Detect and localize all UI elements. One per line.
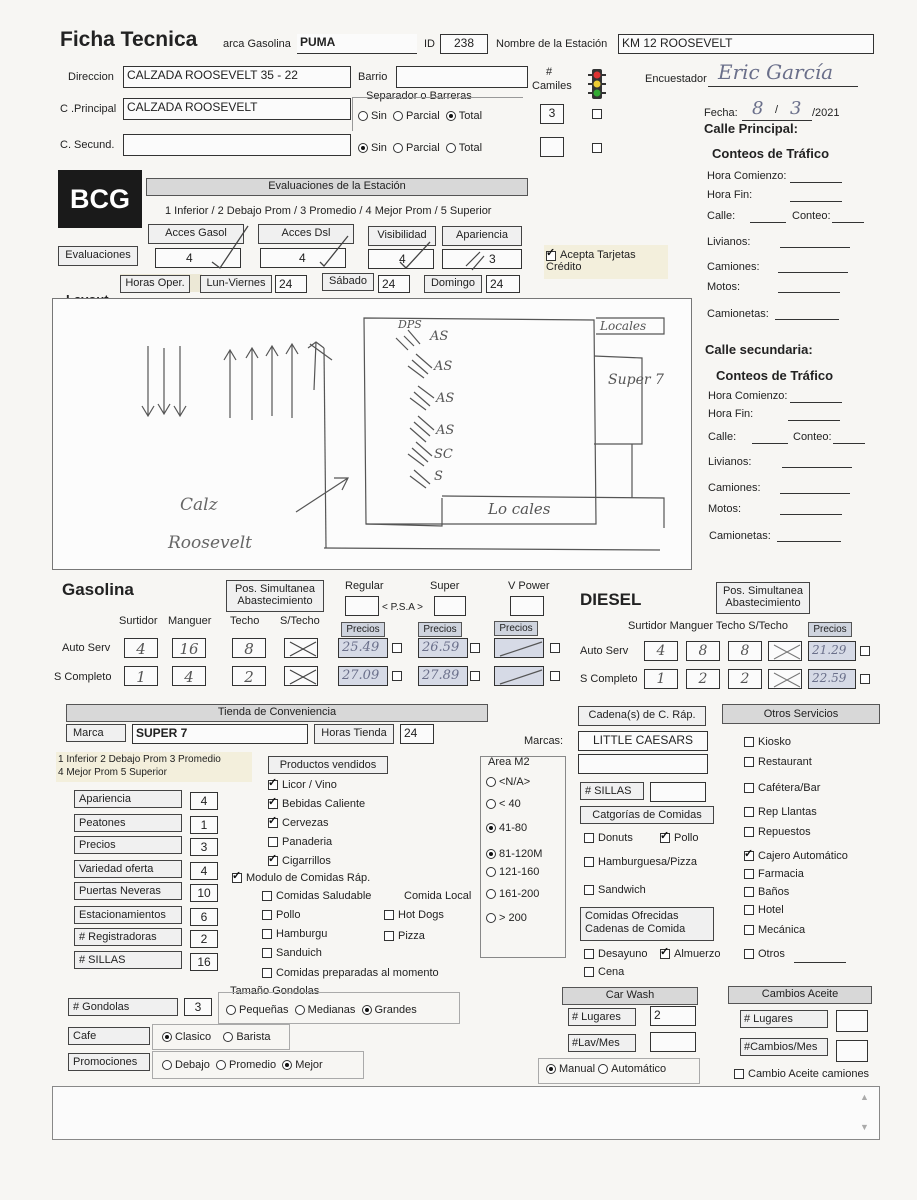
rating-label: Precios [74, 836, 182, 854]
conteos-secundaria-heading: Conteos de Tráfico [716, 368, 834, 383]
ts-hora-comienzo: Hora Comienzo: [708, 390, 788, 402]
otros-item[interactable]: Otros [744, 948, 785, 960]
gas-auto-manguer[interactable]: 16 [172, 638, 206, 658]
pollo-cat-check[interactable]: ✓ Pollo [660, 832, 698, 844]
eval-apariencia[interactable]: 3 [442, 249, 522, 269]
rating-label: # SILLAS [74, 951, 182, 969]
pump-label: S [434, 469, 443, 484]
otros-item[interactable]: Baños [744, 886, 789, 898]
marca-field[interactable]: PUMA [297, 34, 417, 54]
producto-item[interactable] [268, 855, 331, 867]
comidas-ofrecidas: Comidas Ofrecidas Cadenas de Comida [580, 907, 714, 941]
gas-comp-price-regular[interactable]: 27.09 [338, 666, 388, 686]
cafe-label: Cafe [68, 1027, 150, 1045]
tamano-options[interactable]: Pequeñas Medianas Grandes [226, 1004, 417, 1016]
tp-hora-comienzo: Hora Comienzo: [707, 170, 787, 182]
psa-label: < P.S.A > [382, 602, 423, 613]
cadena-sillas-field[interactable] [650, 782, 706, 802]
producto-checkbox[interactable] [268, 799, 278, 809]
diesel-auto-surtidor[interactable]: 4 [644, 641, 678, 661]
tienda-marca-field[interactable]: SUPER 7 [132, 724, 308, 744]
cadena-field-2[interactable] [578, 754, 708, 774]
carwash-type[interactable]: Manual Automático [546, 1063, 666, 1075]
gas-vpower-label: V Power [508, 580, 550, 592]
domingo-field[interactable]: 24 [486, 275, 520, 293]
col-visibilidad: Visibilidad [368, 226, 436, 246]
eval-acces-gasol[interactable]: 4 [155, 248, 241, 268]
cambios-mes-label: #Cambios/Mes [740, 1038, 828, 1056]
gas-super-label: Super [430, 580, 460, 592]
desayuno-check[interactable]: Desayuno [584, 948, 648, 960]
tienda-scale-1: 1 Inferior 2 Debajo Prom 3 Promedio [58, 754, 221, 765]
evaluaciones-scale: 1 Inferior / 2 Debajo Prom / 3 Promedio / 4 Mejor Prom / 5 Superior [165, 205, 492, 217]
rating-label: Apariencia [74, 790, 182, 808]
rating-label: Variedad oferta [74, 860, 182, 878]
direccion-label: Direccion [68, 71, 114, 83]
camiles-field-2[interactable] [540, 137, 564, 157]
acepta-tarjetas[interactable]: ✓ Acepta Tarjetas Crédito [546, 249, 656, 273]
sanduich-check[interactable]: Sanduich [262, 947, 322, 959]
tienda-marca-label: Marca [66, 724, 126, 742]
scroll-up-icon[interactable]: ▲ [860, 1092, 869, 1102]
fecha-year: /2021 [812, 107, 840, 119]
page-title: Ficha Tecnica [60, 28, 198, 51]
otros-item[interactable]: Hotel [744, 904, 784, 916]
diesel-title: DIESEL [580, 590, 642, 609]
gas-comp-price-super[interactable]: 27.89 [418, 666, 468, 686]
diesel-pos-simultanea: Pos. Simultanea Abastecimiento [716, 582, 810, 614]
camiles-check-1[interactable] [592, 106, 606, 120]
svg-text:DPS: DPS [398, 318, 422, 331]
marca-label: arca Gasolina [223, 38, 291, 50]
col-acces-gasol: Acces Gasol [148, 224, 244, 244]
carwash-header: Car Wash [562, 987, 698, 1005]
barrio-label: Barrio [358, 71, 388, 83]
id-field[interactable]: 238 [440, 34, 488, 54]
ts-calle: Calle: [708, 431, 737, 443]
producto-checkbox[interactable] [268, 818, 278, 828]
rating-label: Puertas Neveras [74, 882, 182, 900]
cprincipal-label: C .Principal [60, 103, 117, 115]
evaluaciones-header: Evaluaciones de la Estación [146, 178, 528, 196]
otros-item[interactable]: Mecánica [744, 924, 805, 936]
gas-col-manguer: Manguer [168, 615, 212, 627]
gas-precios-super: Precios [418, 622, 462, 637]
sketch-roosevelt: Roosevelt [168, 533, 252, 553]
gas-comp-check-vpower[interactable] [550, 671, 560, 681]
gas-auto-check-super[interactable] [470, 643, 480, 653]
ts-conteo: Conteo: [793, 431, 832, 443]
producto-checkbox[interactable] [268, 780, 278, 790]
separador-label: Separador o Barreras [366, 90, 472, 102]
sandwich-check[interactable]: Sandwich [584, 884, 646, 896]
producto-checkbox[interactable] [268, 856, 278, 866]
rating-value[interactable]: 6 [190, 908, 218, 926]
hot-dogs-check[interactable]: Hot Dogs [384, 909, 444, 921]
sketch-locales-top: Locales [600, 319, 647, 333]
rating-value[interactable]: 1 [190, 816, 218, 834]
gas-comp-surtidor[interactable]: 1 [124, 666, 158, 686]
gas-pos-simultanea: Pos. Simultanea Abastecimiento [226, 580, 324, 612]
producto-label: Licor / Vino [282, 779, 337, 791]
tienda-scale-2: 4 Mejor Prom 5 Superior [58, 767, 167, 778]
camiles-hash: # [546, 66, 553, 78]
producto-checkbox[interactable] [268, 837, 278, 847]
domingo-label: Domingo [424, 275, 482, 293]
ts-livianos: Livianos: [708, 456, 752, 468]
rating-value[interactable]: 4 [190, 792, 218, 810]
estacion-field[interactable]: KM 12 ROOSEVELT [618, 34, 874, 54]
comida-local-label: Comida Local [404, 890, 472, 902]
carwash-lugares-field[interactable]: 2 [650, 1006, 696, 1026]
diesel-col-headers: Surtidor Manguer Techo S/Techo [628, 620, 788, 632]
productos-header: Productos vendidos [268, 756, 388, 774]
diesel-auto-techo[interactable]: 8 [728, 641, 762, 661]
diesel-comp-manguer[interactable]: 2 [686, 669, 720, 689]
gas-regular-label: Regular [345, 580, 384, 592]
regular-psa[interactable] [345, 596, 379, 616]
otros-item[interactable]: ✓Cajero Automático [744, 850, 848, 862]
gas-comp-techo[interactable]: 2 [232, 666, 266, 686]
csecund-label: C. Secund. [60, 139, 115, 151]
gas-col-surtidor: Surtidor [119, 615, 158, 627]
layout-sketch [52, 298, 690, 568]
eval-acces-dsl[interactable]: 4 [260, 248, 346, 268]
sketch-super: Super 7 [608, 372, 664, 388]
horas-tienda-label: Horas Tienda [314, 724, 394, 744]
gas-auto-price-super[interactable]: 26.59 [418, 638, 468, 658]
separador-radios-1[interactable]: Sin Parcial Total [358, 110, 482, 122]
tp-motos: Motos: [707, 281, 741, 293]
producto-label: Panaderia [282, 836, 333, 848]
col-acces-dsl: Acces Dsl [258, 224, 354, 244]
cadena-sillas-label: # SILLAS [580, 782, 644, 800]
traffic-light-icon [586, 68, 608, 100]
csecund-field[interactable] [123, 134, 351, 156]
tienda-header: Tienda de Conveniencia [66, 704, 488, 722]
rating-label: Estacionamientos [74, 906, 182, 924]
comidas-preparadas-check[interactable]: Comidas preparadas al momento [262, 967, 439, 979]
diesel-auto-manguer[interactable]: 8 [686, 641, 720, 661]
id-label: ID [424, 38, 435, 50]
producto-item[interactable] [268, 836, 332, 848]
sabado-label: Sábado [322, 273, 374, 291]
barrio-field[interactable] [396, 66, 528, 88]
ts-motos: Motos: [708, 503, 742, 515]
gas-comp-check-regular[interactable] [392, 671, 402, 681]
camiles-check-2[interactable] [592, 140, 606, 154]
cafe-options[interactable]: Clasico Barista [162, 1031, 271, 1043]
fecha-label: Fecha: [704, 107, 738, 119]
cena-check[interactable]: Cena [584, 966, 624, 978]
otros-header: Otros Servicios [722, 704, 880, 724]
hamburguesa-check[interactable]: Hamburguesa/Pizza [584, 856, 697, 868]
tp-hora-fin: Hora Fin: [707, 189, 753, 201]
diesel-comp-stecho[interactable] [768, 669, 802, 689]
gas-auto-check-regular[interactable] [392, 643, 402, 653]
diesel-comp-surtidor[interactable]: 1 [644, 669, 678, 689]
rating-value[interactable]: 16 [190, 953, 218, 971]
conteos-principal-heading: Conteos de Tráfico [712, 146, 830, 161]
otros-item[interactable]: Farmacia [744, 868, 804, 880]
marcas-label: Marcas: [524, 735, 564, 747]
gas-s-completo-label: S Completo [54, 671, 112, 683]
sabado-field[interactable]: 24 [378, 275, 410, 293]
sketch-calz: Calz [180, 495, 218, 515]
scroll-down-icon[interactable]: ▼ [860, 1122, 869, 1132]
area-option[interactable]: 41-80 [486, 822, 527, 834]
area-option[interactable]: < 40 [486, 798, 521, 810]
pizza-check[interactable]: Pizza [384, 930, 425, 942]
fecha-month[interactable]: 3 [790, 98, 802, 119]
cambios-lugares-label: # Lugares [740, 1010, 828, 1028]
area-option[interactable]: <N/A> [486, 776, 530, 788]
area-option[interactable]: 161-200 [486, 888, 539, 900]
camiles-label: Camiles [532, 80, 572, 92]
gas-auto-check-vpower[interactable] [550, 643, 560, 653]
diesel-precios: Precios [808, 622, 852, 637]
gas-auto-techo[interactable]: 8 [232, 638, 266, 658]
gas-comp-price-vpower[interactable] [494, 666, 544, 686]
fecha-day[interactable]: 8 [752, 98, 764, 119]
gas-col-stecho: S/Techo [280, 615, 320, 627]
area-option[interactable]: 121-160 [486, 866, 539, 878]
cambios-header: Cambios Aceite [728, 986, 872, 1004]
horas-oper-label: Horas Oper. [120, 275, 190, 293]
diesel-comp-check[interactable] [860, 674, 870, 684]
promo-label: Promociones [68, 1053, 150, 1071]
diesel-auto-check[interactable] [860, 646, 870, 656]
pollo-check[interactable]: Pollo [262, 909, 300, 921]
gas-comp-stecho[interactable] [284, 666, 318, 686]
tamano-label: Tamaño Gondolas [230, 985, 320, 997]
cadena-field[interactable]: LITTLE CAESARS [578, 731, 708, 751]
cambio-camiones-check[interactable]: Cambio Aceite camiones [734, 1068, 869, 1080]
producto-item[interactable] [268, 779, 337, 791]
gas-auto-serv-label: Auto Serv [62, 642, 111, 654]
calle-secundaria-heading: Calle secundaria: [705, 342, 813, 357]
ts-camiones: Camiones: [708, 482, 761, 494]
area-option[interactable]: > 200 [486, 912, 527, 924]
diesel-auto-serv-label: Auto Serv [580, 645, 629, 657]
encuestador-label: Encuestador [645, 73, 707, 85]
bcg-logo: BCG [58, 170, 142, 228]
rating-label: # Registradoras [74, 928, 182, 946]
gasolina-title: Gasolina [62, 580, 134, 599]
camiles-field[interactable]: 3 [540, 104, 564, 124]
calle-principal-heading: Calle Principal: [704, 121, 798, 136]
pump-label: AS [436, 423, 455, 438]
rating-value[interactable]: 4 [190, 862, 218, 880]
tp-livianos: Livianos: [707, 236, 751, 248]
separador-radios-2[interactable]: Sin Parcial Total [358, 142, 482, 154]
modulo-comidas[interactable]: ✓Modulo de Comidas Ráp. [232, 872, 370, 884]
gas-comp-check-super[interactable] [470, 671, 480, 681]
tp-camionetas: Camionetas: [707, 308, 769, 320]
encuestador-value[interactable]: Eric García [718, 60, 834, 84]
pump-label: SC [434, 447, 453, 462]
diesel-s-completo-label: S Completo [580, 673, 638, 685]
gondolas-field[interactable]: 3 [184, 998, 212, 1016]
otros-item[interactable]: Restaurant [744, 756, 812, 768]
gas-precios-vpower: Precios [494, 621, 538, 636]
otros-item[interactable]: Repuestos [744, 826, 811, 838]
otros-item[interactable]: Rep Llantas [744, 806, 817, 818]
rating-value[interactable]: 2 [190, 930, 218, 948]
pump-label: AS [436, 391, 455, 406]
super-psa[interactable] [434, 596, 466, 616]
tp-camiones: Camiones: [707, 261, 760, 273]
area-option[interactable]: 81-120M [486, 848, 542, 860]
notes-field[interactable] [52, 1086, 880, 1140]
diesel-comp-price[interactable]: 22.59 [808, 669, 856, 689]
rating-label: Peatones [74, 814, 182, 832]
area-label: Area M2 [488, 756, 530, 768]
gas-precios-regular: Precios [341, 622, 385, 637]
donuts-check[interactable]: Donuts [584, 832, 633, 844]
lavmes-label: #Lav/Mes [568, 1034, 636, 1052]
cambios-mes-field[interactable] [836, 1040, 868, 1062]
estacion-label: Nombre de la Estación [496, 38, 608, 50]
rating-value[interactable]: 3 [190, 838, 218, 856]
diesel-auto-price[interactable]: 21.29 [808, 641, 856, 661]
gondolas-label: # Gondolas [68, 998, 178, 1016]
pump-label: AS [434, 359, 453, 374]
otros-item[interactable]: Kiosko [744, 736, 791, 748]
gas-auto-price-regular[interactable]: 25.49 [338, 638, 388, 658]
lun-viernes-label: Lun-Viernes [200, 275, 272, 293]
gas-auto-surtidor[interactable]: 4 [124, 638, 158, 658]
comidas-saludable[interactable]: Comidas Saludable [262, 890, 371, 902]
carwash-lugares-label: # Lugares [568, 1008, 636, 1026]
ts-hora-fin: Hora Fin: [708, 408, 754, 420]
producto-item[interactable] [268, 798, 365, 810]
hand-checkmarks [150, 222, 540, 274]
promo-options[interactable]: Debajo Promedio Mejor [162, 1059, 323, 1071]
cprincipal-field[interactable]: CALZADA ROOSEVELT [123, 98, 351, 120]
producto-label: Cervezas [282, 817, 329, 829]
gas-auto-stecho[interactable] [284, 638, 318, 658]
evaluaciones-row-label: Evaluaciones [58, 246, 138, 266]
diesel-comp-techo[interactable]: 2 [728, 669, 762, 689]
direccion-field[interactable]: CALZADA ROOSEVELT 35 - 22 [123, 66, 351, 88]
almuerzo-check[interactable]: ✓ Almuerzo [660, 948, 720, 960]
cadena-header: Cadena(s) de C. Ráp. [578, 706, 706, 726]
gas-col-techo: Techo [230, 615, 260, 627]
tp-conteo: Conteo: [792, 210, 831, 222]
col-apariencia: Apariencia [442, 226, 522, 246]
diesel-auto-stecho[interactable] [768, 641, 802, 661]
hamburgu-check[interactable]: Hamburgu [262, 928, 327, 940]
producto-label: Cigarrillos [282, 855, 331, 867]
eval-visibilidad[interactable]: 4 [368, 249, 434, 269]
pump-label: AS [430, 329, 449, 344]
sketch-locales-bottom: Lo cales [488, 500, 551, 518]
lun-viernes-field[interactable]: 24 [275, 275, 307, 293]
tp-calle: Calle: [707, 210, 736, 222]
horas-tienda-field[interactable]: 24 [400, 724, 434, 744]
producto-item[interactable] [268, 817, 328, 829]
otros-item[interactable]: Cafétera/Bar [744, 782, 820, 794]
vpower-psa[interactable] [510, 596, 544, 616]
cambios-lugares-field[interactable] [836, 1010, 868, 1032]
rating-value[interactable]: 10 [190, 884, 218, 902]
categorias-label: Catgorías de Comidas [580, 806, 714, 824]
gas-auto-price-vpower[interactable] [494, 638, 544, 658]
lavmes-field[interactable] [650, 1032, 696, 1052]
ts-camionetas: Camionetas: [709, 530, 771, 542]
producto-label: Bebidas Caliente [282, 798, 366, 810]
gas-comp-manguer[interactable]: 4 [172, 666, 206, 686]
